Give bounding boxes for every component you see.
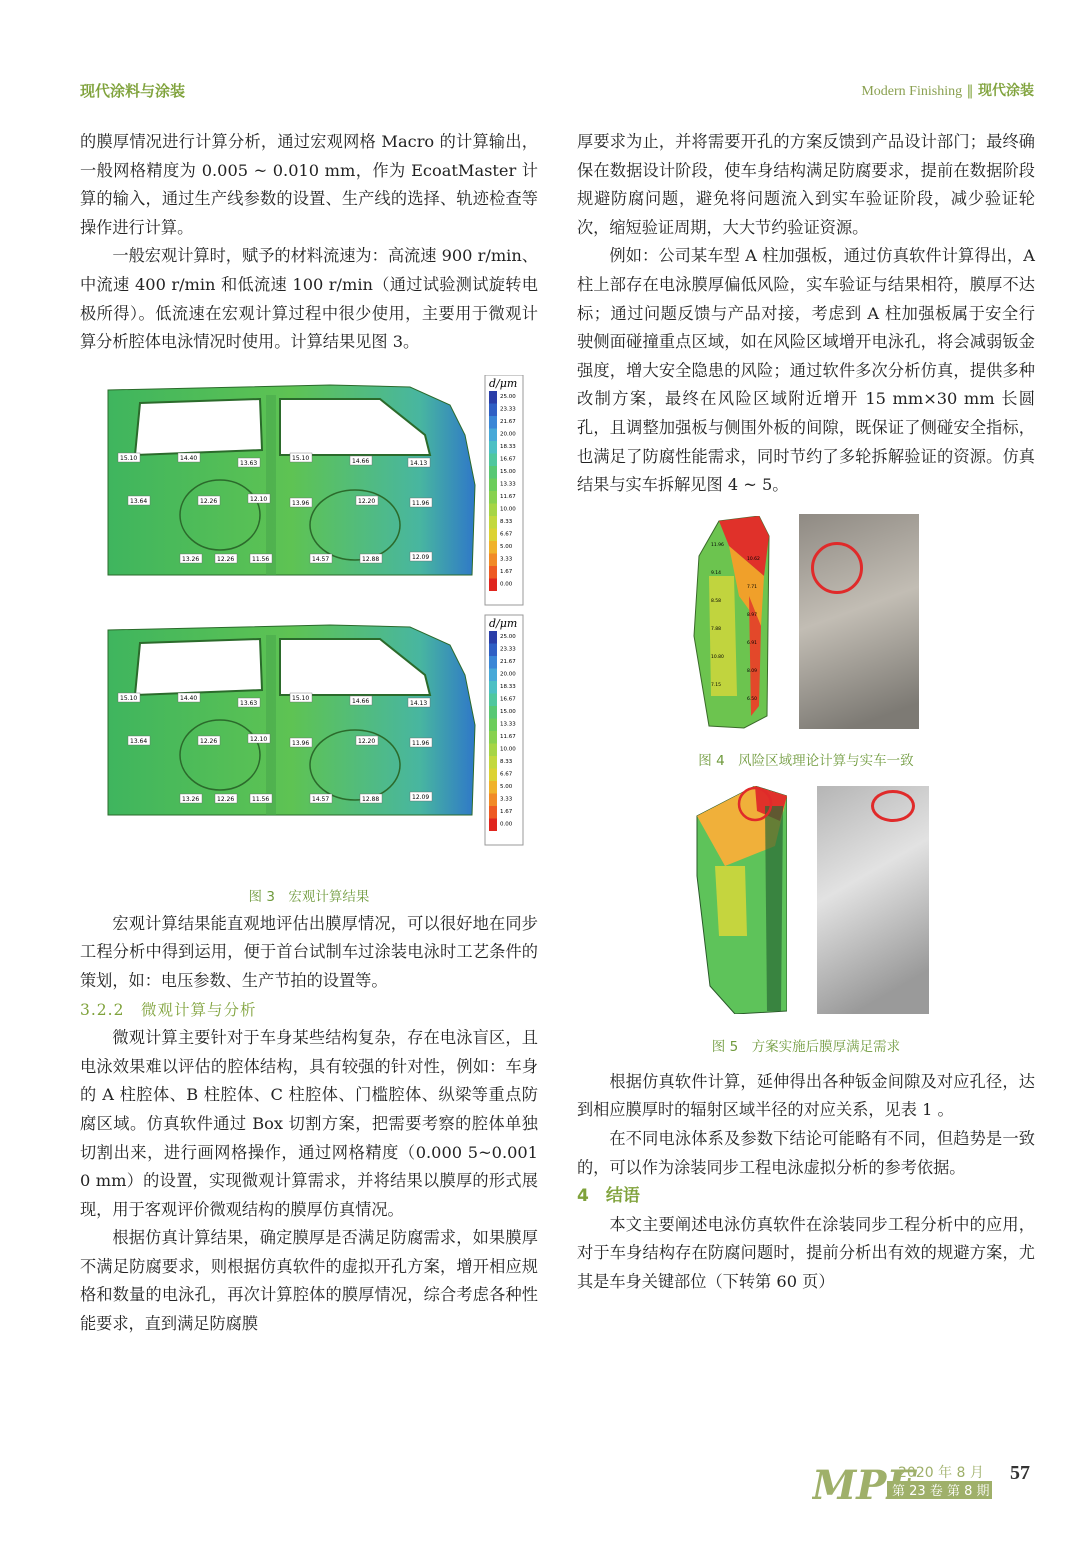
figure-5-simulation-image xyxy=(695,786,787,1014)
thickness-label: 14.40 xyxy=(180,694,198,702)
figure-3-image xyxy=(80,375,538,875)
hole-circle xyxy=(871,790,915,822)
footer-year-month: 2020 年 8 月 xyxy=(898,1465,984,1481)
bottom-legend-value: 0.00 xyxy=(500,821,513,828)
bottom-legend-swatch xyxy=(489,793,497,806)
bottom-legend-swatch xyxy=(489,643,497,656)
top-legend-swatch xyxy=(489,428,497,441)
journal-name-left: 现代涂料与涂装 xyxy=(80,82,186,100)
footer-logo-text: MPF xyxy=(812,1462,915,1507)
thickness-label: 12.26 xyxy=(217,795,235,803)
top-legend-value: 20.00 xyxy=(500,431,516,438)
car-side-top xyxy=(108,385,475,575)
top-legend-swatch xyxy=(489,491,497,504)
bottom-legend-value: 3.33 xyxy=(500,796,513,803)
footer-journal-logo xyxy=(812,1455,997,1507)
thickness-label: 15.10 xyxy=(292,694,310,702)
top-legend-value: 23.33 xyxy=(500,406,516,413)
top-legend-value: 18.33 xyxy=(500,443,516,450)
page-number: 57 xyxy=(1010,1462,1030,1484)
top-legend-value: 13.33 xyxy=(500,481,516,488)
right-column xyxy=(577,128,1035,1296)
thickness-label: 13.96 xyxy=(292,739,310,747)
figure-4 xyxy=(577,514,1035,786)
top-legend-value: 3.33 xyxy=(500,556,513,563)
bottom-legend-swatch xyxy=(489,656,497,669)
bottom-legend-value: 16.67 xyxy=(500,696,516,703)
top-legend-value: 21.67 xyxy=(500,418,516,425)
thickness-label: 11.56 xyxy=(252,795,270,803)
subheading-3-2-2: 3.2.2 微观计算与分析 xyxy=(80,1000,257,1019)
left-paragraph-5: 根据仿真计算结果，确定膜厚是否满足防腐需求，如果膜厚不满足防腐要求，则根据仿真软件的虚拟开孔方案，增开相应规格和数量的电泳孔，再次计算腔体的膜厚情况，综合考虑各种性能要求，直到满足防腐膜 xyxy=(80,1228,538,1334)
right-paragraph-1: 厚要求为止，并将需要开孔的方案反馈到产品设计部门；最终确保在数据设计阶段，使车身结构满足防腐要求，提前在数据阶段规避防腐问题，避免将问题流入到实车验证阶段，减少验证轮次，缩短验证周期，大大节约验证资源。 xyxy=(577,132,1035,237)
right-paragraph-3: 根据仿真软件计算，延伸得出各种钣金间隙及对应孔径，达到相应膜厚时的辐射区域半径的对应关系，见表 1 。 xyxy=(577,1071,1035,1120)
top-legend-swatch xyxy=(489,453,497,466)
top-legend-value: 11.67 xyxy=(500,493,516,500)
left-paragraph-2: 一般宏观计算时，赋予的材料流速为：高流速 900 r/min、中流速 400 r/min 和低流速 100 r/min（通过试验测试旋转电极所得）。低流速在宏观计算过程中很少使用，主要用于微观计算分析腔体电泳情况时使用。计算结果见图 3。 xyxy=(80,246,538,352)
thickness-label: 12.10 xyxy=(250,735,268,743)
fig4-thickness-label: 9.14 xyxy=(711,570,722,576)
bottom-legend-value: 11.67 xyxy=(500,733,516,740)
left-column xyxy=(80,128,538,1339)
fig4-thickness-label: 6.50 xyxy=(747,696,758,702)
fig4-thickness-label: 7.15 xyxy=(711,682,722,688)
bottom-legend-value: 21.67 xyxy=(500,658,516,665)
bottom-legend-value: 23.33 xyxy=(500,646,516,653)
thickness-label: 12.26 xyxy=(217,555,235,563)
bottom-legend-swatch xyxy=(489,768,497,781)
thickness-label: 14.57 xyxy=(312,555,330,563)
bottom-legend-value: 18.33 xyxy=(500,683,516,690)
header-separator: ‖ xyxy=(962,83,978,99)
fig4-thickness-label: 6.91 xyxy=(747,640,758,646)
bottom-legend-swatch xyxy=(489,818,497,831)
top-legend-value: 16.67 xyxy=(500,456,516,463)
figure-5-photo xyxy=(817,786,929,1014)
journal-name-en: Modern Finishing xyxy=(861,84,963,99)
fig4-thickness-label: 7.88 xyxy=(711,626,722,632)
right-paragraph-2: 例如：公司某车型 A 柱加强板，通过仿真软件计算得出，A 柱上部存在电泳膜厚偏低风险，实车验证与结果相符，膜厚不达标；通过问题反馈与产品对接，考虑到 A 柱加强板属于安全行驶侧面碰撞重点区域，如在风险区域增开电泳孔，将会减弱钣金强度，增大安全隐患的风险；通过软件多次分析仿真，提供多种改制方案，最终在风险区域附近增开 15 mm×30 mm 长圆孔，且调整加强板与侧围外板的间隙，既保证了侧碰安全指标，也满足了防腐性能需求，同时节约了多轮拆解验证的资源。仿真结果与实车拆解见图 4 ~ 5。 xyxy=(577,246,1035,495)
thickness-label: 13.26 xyxy=(182,795,200,803)
bottom-legend-value: 10.00 xyxy=(500,746,516,753)
fig4-thickness-label: 10.80 xyxy=(711,654,724,660)
top-legend-value: 10.00 xyxy=(500,506,516,513)
thickness-label: 12.20 xyxy=(358,737,376,745)
top-legend-swatch xyxy=(489,566,497,579)
bottom-legend-value: 25.00 xyxy=(500,633,516,640)
thickness-label: 13.63 xyxy=(240,459,258,467)
bottom-legend-swatch xyxy=(489,756,497,769)
bottom-legend-swatch xyxy=(489,681,497,694)
figure-5-caption: 图 5 方案实施后膜厚满足需求 xyxy=(711,1038,901,1055)
bottom-legend-value: 6.67 xyxy=(500,771,513,778)
bottom-legend-value: 8.33 xyxy=(500,758,513,765)
bottom-legend-swatch xyxy=(489,806,497,819)
top-legend-value: 15.00 xyxy=(500,468,516,475)
bottom-legend-title: d/μm xyxy=(489,616,518,630)
bottom-legend-swatch xyxy=(489,731,497,744)
thickness-label: 12.09 xyxy=(412,793,430,801)
fig4-thickness-label: 8.97 xyxy=(747,612,758,618)
figure-4-simulation-image xyxy=(689,516,779,731)
fig4-thickness-label: 7.71 xyxy=(747,584,758,590)
left-paragraph-3: 宏观计算结果能直观地评估出膜厚情况，可以很好地在同步工程分析中得到运用，便于首台试制车过涂装电泳时工艺条件的策划，如：电压参数、生产节拍的设置等。 xyxy=(80,913,538,990)
thickness-label: 13.64 xyxy=(130,497,148,505)
bottom-legend-value: 20.00 xyxy=(500,671,516,678)
figure-4-photo xyxy=(799,514,919,729)
figure-3 xyxy=(80,365,538,910)
bottom-legend-swatch xyxy=(489,781,497,794)
top-legend-swatch xyxy=(489,528,497,541)
top-legend-value: 1.67 xyxy=(500,568,513,575)
right-paragraph-5: 本文主要阐述电泳仿真软件在涂装同步工程分析中的应用，对于车身结构存在防腐问题时，提前分析出有效的规避方案，尤其是车身关键部位（下转第 60 页） xyxy=(577,1214,1035,1291)
fig4-thickness-label: 8.58 xyxy=(711,598,722,604)
top-legend-value: 6.67 xyxy=(500,531,513,538)
thickness-label: 14.66 xyxy=(352,457,370,465)
thickness-label: 12.10 xyxy=(250,495,268,503)
bottom-legend-swatch xyxy=(489,631,497,644)
thickness-label: 14.13 xyxy=(410,459,428,467)
bottom-legend-swatch xyxy=(489,706,497,719)
top-legend-value: 5.00 xyxy=(500,543,513,550)
top-legend-swatch xyxy=(489,441,497,454)
top-legend-value: 25.00 xyxy=(500,393,516,400)
fig4-thickness-label: 10.62 xyxy=(747,556,760,562)
top-legend-value: 0.00 xyxy=(500,581,513,588)
section-heading-4: 4 结语 xyxy=(577,1186,640,1207)
top-legend-swatch xyxy=(489,553,497,566)
top-legend-swatch xyxy=(489,578,497,591)
bottom-legend-value: 15.00 xyxy=(500,708,516,715)
thickness-label: 15.10 xyxy=(120,694,138,702)
footer-volume: 第 23 卷 第 8 期 xyxy=(892,1484,990,1499)
thickness-label: 13.96 xyxy=(292,499,310,507)
thickness-label: 13.63 xyxy=(240,699,258,707)
thickness-label: 14.66 xyxy=(352,697,370,705)
risk-circle xyxy=(811,542,863,594)
bottom-legend-value: 5.00 xyxy=(500,783,513,790)
thickness-label: 12.26 xyxy=(200,737,218,745)
thickness-label: 15.10 xyxy=(120,454,138,462)
thickness-label: 11.96 xyxy=(412,739,430,747)
fig4-thickness-label: 11.96 xyxy=(711,542,724,548)
top-legend-swatch xyxy=(489,503,497,516)
figure-3-caption: 图 3 宏观计算结果 xyxy=(248,888,370,905)
bottom-legend-swatch xyxy=(489,718,497,731)
bottom-legend-swatch xyxy=(489,743,497,756)
top-legend-value: 8.33 xyxy=(500,518,513,525)
thickness-label: 12.26 xyxy=(200,497,218,505)
thickness-label: 15.10 xyxy=(292,454,310,462)
bottom-legend-value: 13.33 xyxy=(500,721,516,728)
thickness-label: 12.88 xyxy=(362,555,380,563)
top-legend-swatch xyxy=(489,541,497,554)
thickness-label: 13.26 xyxy=(182,555,200,563)
fig4-thickness-label: 8.09 xyxy=(747,668,758,674)
figure-5 xyxy=(577,786,1035,1068)
car-side-bottom xyxy=(108,625,475,815)
thickness-label: 14.13 xyxy=(410,699,428,707)
thickness-label: 12.09 xyxy=(412,553,430,561)
bottom-legend-swatch xyxy=(489,668,497,681)
top-legend-swatch xyxy=(489,466,497,479)
bottom-legend-swatch xyxy=(489,693,497,706)
top-legend-swatch xyxy=(489,391,497,404)
thickness-label: 14.40 xyxy=(180,454,198,462)
left-paragraph-4: 微观计算主要针对于车身某些结构复杂，存在电泳盲区，且电泳效果难以评估的腔体结构，具有较强的针对性，例如：车身的 A 柱腔体、B 柱腔体、C 柱腔体、门槛腔体、纵梁等重点防腐区域。仿真软件通过 Box 切割方案，把需要考察的腔体单独切割出来，进行画网格操作，通过网格精度（0.000 5~0.001 0 mm）的设置，实现微观计算需求，并将结果以膜厚的形式展现，用于客观评价微观结构的膜厚仿真情况。 xyxy=(80,1028,538,1219)
top-legend-title: d/μm xyxy=(489,376,518,390)
thickness-label: 13.64 xyxy=(130,737,148,745)
thickness-label: 11.56 xyxy=(252,555,270,563)
left-paragraph-1: 的膜厚情况进行计算分析，通过宏观网格 Macro 的计算输出，一般网格精度为 0.005 ~ 0.010 mm，作为 EcoatMaster 计算的输入，通过生产线参数的设置、生产线的选择、轨迹检查等操作进行计算。 xyxy=(80,132,538,237)
journal-name-cn: 现代涂装 xyxy=(978,83,1034,99)
thickness-label: 12.20 xyxy=(358,497,376,505)
top-legend-swatch xyxy=(489,516,497,529)
thickness-label: 14.57 xyxy=(312,795,330,803)
figure-4-caption: 图 4 风险区域理论计算与实车一致 xyxy=(698,752,914,769)
journal-name-right xyxy=(861,80,1034,100)
right-paragraph-4: 在不同电泳体系及参数下结论可能略有不同，但趋势是一致的，可以作为涂装同步工程电泳虚拟分析的参考依据。 xyxy=(577,1128,1035,1177)
thickness-label: 11.96 xyxy=(412,499,430,507)
bottom-legend-value: 1.67 xyxy=(500,808,513,815)
top-legend-swatch xyxy=(489,478,497,491)
top-legend-swatch xyxy=(489,416,497,429)
top-legend-swatch xyxy=(489,403,497,416)
thickness-label: 12.88 xyxy=(362,795,380,803)
